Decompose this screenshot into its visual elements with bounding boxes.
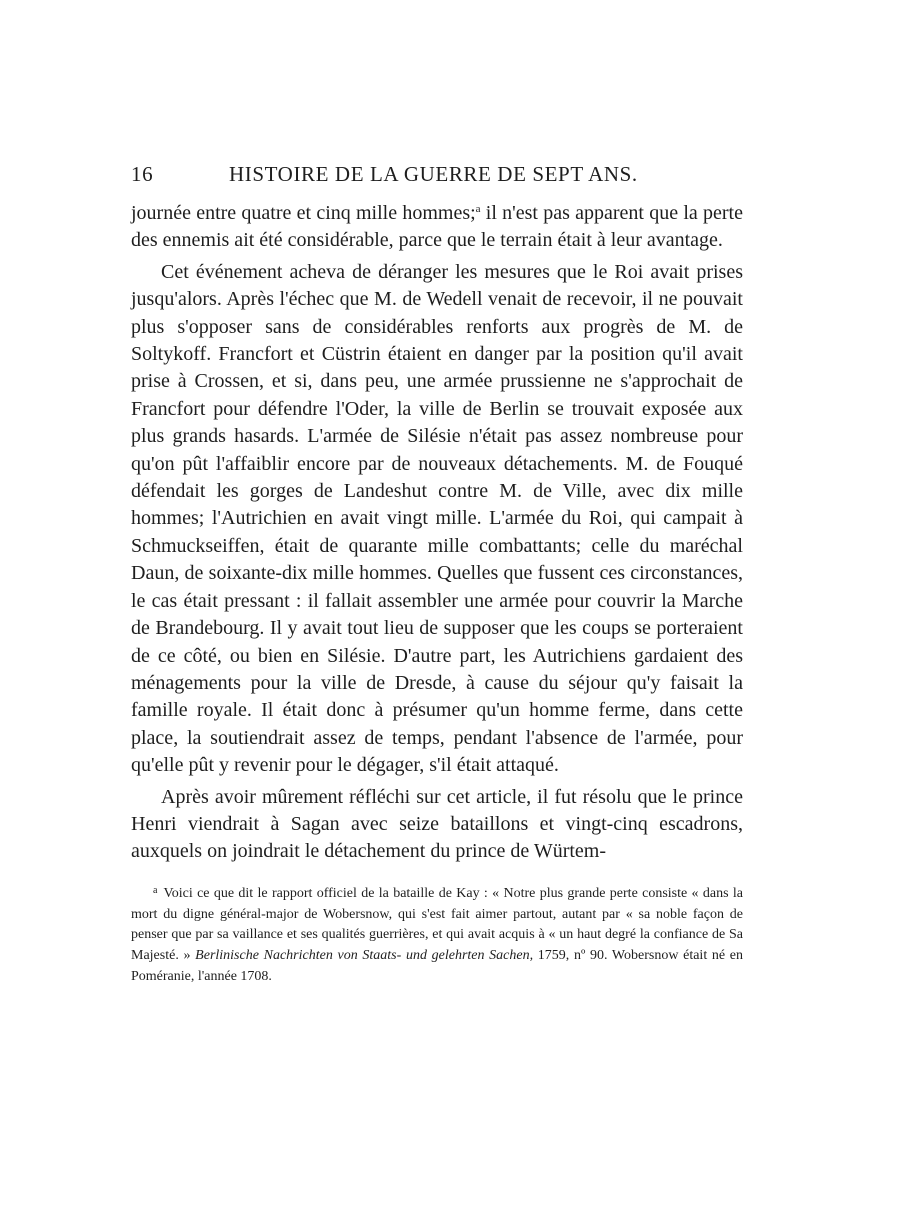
book-page — [131, 162, 743, 988]
paragraph-1 — [131, 200, 743, 255]
footnote-a — [131, 884, 743, 988]
footnote-source-details: 1759, nº 90. Wobersnow était né en Poméranie, l'année 1708. — [131, 948, 743, 984]
page-number: 16 — [131, 162, 154, 186]
footnote-source-title: Berlinische Nachrichten von Staats- und gelehrten Sachen, — [195, 948, 534, 964]
footnotes — [131, 884, 743, 988]
paragraph-1-end: il n'est pas apparent que la perte des ennemis ait été considérable, parce que le terrain était à leur avantage. — [131, 202, 743, 252]
running-head — [131, 162, 743, 192]
paragraph-3: Après avoir mûrement réfléchi sur cet article, il fut résolu que le prince Henri viendrait à Sagan avec seize bataillons et vingt-cinq escadrons, auxquels on joindrait le détachement du prince de Würtem- — [131, 785, 743, 863]
running-title: HISTOIRE DE LA GUERRE DE SEPT ANS. — [229, 162, 638, 186]
body-text — [131, 200, 743, 866]
paragraph-1-start: journée entre quatre et cinq mille hommes; — [131, 202, 476, 224]
footnote-marker: a — [153, 884, 158, 896]
paragraph-2: Cet événement acheva de déranger les mesures que le Roi avait prises jusqu'alors. Après l'échec que M. de Wedell venait de recevoir, il ne pouvait plus s'opposer sans de considérables renforts aux progrès de M. de Soltykoff. Francfort et Cüstrin étaient en danger par la position qu'il avait prise à Crossen, et si, dans peu, une armée prussienne ne s'approchait de Francfort pour défendre l'Oder, la ville de Berlin se trouvait exposée aux plus grands hasards. L'armée de Silésie n'était pas assez nombreuse pour qu'on pût l'affaiblir encore par de nouveaux détachements. M. de Fouqué défendait les gorges de Landeshut contre M. de Ville, avec dix mille hommes; l'Autrichien en avait vingt mille. L'armée du Roi, qui campait à Schmuckseiffen, était de quarante mille combattants; celle du maréchal Daun, de soixante-dix mille hommes. Quelles que fussent ces circonstances, le cas était pressant : il fallait assembler une armée pour couvrir la Marche de Brandebourg. Il y avait tout lieu de supposer que les coups se porteraient de ce côté, ou bien en Silésie. D'autre part, les Autrichiens gardaient des ménagements pour la ville de Dresde, à cause du séjour qu'y faisait la famille royale. Il était donc à présumer qu'un homme ferme, dans cette place, la soutiendrait assez de temps, pendant l'absence de l'armée, pour qu'elle pût y revenir pour le dégager, s'il était attaqué. — [131, 260, 743, 777]
footnote-text: Voici ce que dit le rapport officiel de la bataille de Kay : « Notre plus grande perte consiste « dans la mort du digne général-major de Wobersnow, qui s'est fait aimer partout, autant par « sa noble façon de penser que par sa vaillance et ses qualités guerrières, et qui avait acquis à « un haut degré la confiance de Sa Majesté. » — [131, 885, 743, 964]
footnote-reference: a — [475, 203, 481, 215]
